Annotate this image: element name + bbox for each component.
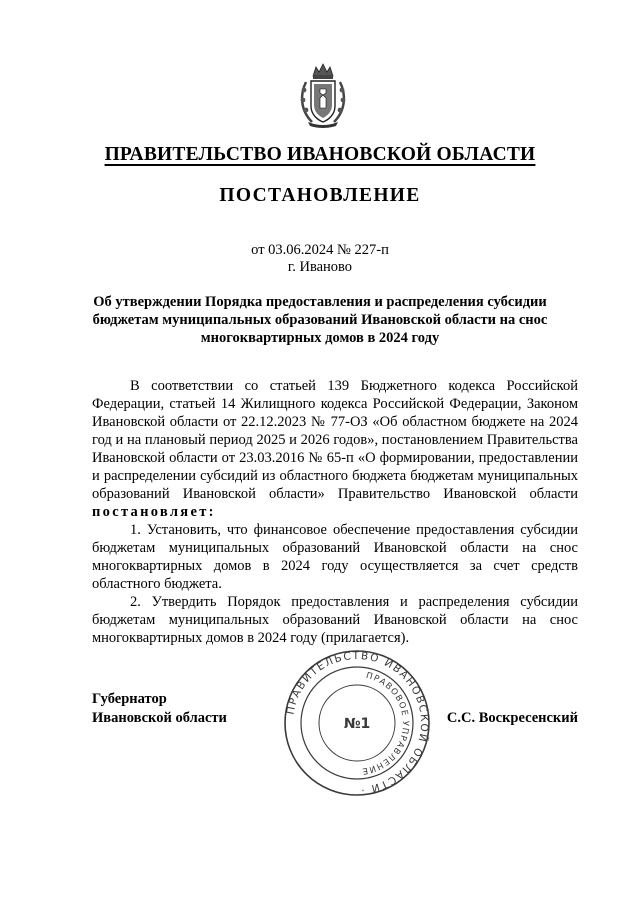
document-place: г. Иваново <box>287 259 353 275</box>
document-subject: Об утверждении Порядка предоставления и распределения субсидии бюджетам муниципальных образований Ивановской области на снос многоквартирных домов в 2024 году <box>92 294 548 346</box>
decree-word: постановляет: <box>92 504 216 520</box>
signatory-position-line-1: Губернатор <box>92 691 167 707</box>
seal-inner-text: ПРАВОВОЕ УПРАВЛЕНИЕ <box>360 670 411 776</box>
seal-outer-text: ПРАВИТЕЛЬСТВО ИВАНОВСКОЙ ОБЛАСТИ · <box>284 649 431 796</box>
item-2-paragraph: 2. Утвердить Порядок предоставления и распределения субсидии бюджетам муниципальных образований Ивановской области на снос многоквартирных домов в 2024 году (прилагается). <box>92 594 578 646</box>
organization-title <box>0 141 640 169</box>
signatory-position <box>92 690 227 728</box>
document-type-heading: ПОСТАНОВЛЕНИЕ <box>219 185 421 206</box>
signatory-position-line-2: Ивановской области <box>92 710 227 726</box>
official-seal <box>282 648 432 798</box>
signatory-name: С.С. Воскресенский <box>446 710 578 726</box>
seal-number: №1 <box>343 716 371 732</box>
coat-of-arms-icon <box>298 62 348 128</box>
document-date-number: от 03.06.2024 № 227-п <box>251 242 389 258</box>
document-body <box>92 377 578 647</box>
item-1-paragraph: 1. Установить, что финансовое обеспечение предоставления субсидии бюджетам муниципальных образований Ивановской области на снос многоквартирных домов в 2024 году осуществляется за счет средств областного бюджета. <box>92 522 578 592</box>
preamble-text: В соответствии со статьей 139 Бюджетного кодекса Российской Федерации, статьей 14 Жилищного кодекса Российской Федерации, Законом Ивановской области от 22.12.2023 № 77-ОЗ «Об областном бюджете на 2024 год и на плановый период 2025 и 2026 годов», постановлением Правительства Ивановской области от 23.03.2016 № 65-п «О формировании, предоставлении и распределении субсидий из областного бюджета бюджетам муниципальных образований Ивановской области» Правительство Ивановской области <box>92 378 578 502</box>
preamble-paragraph <box>92 377 578 521</box>
organization-title-text: ПРАВИТЕЛЬСТВО ИВАНОВСКОЙ ОБЛАСТИ <box>104 144 536 165</box>
